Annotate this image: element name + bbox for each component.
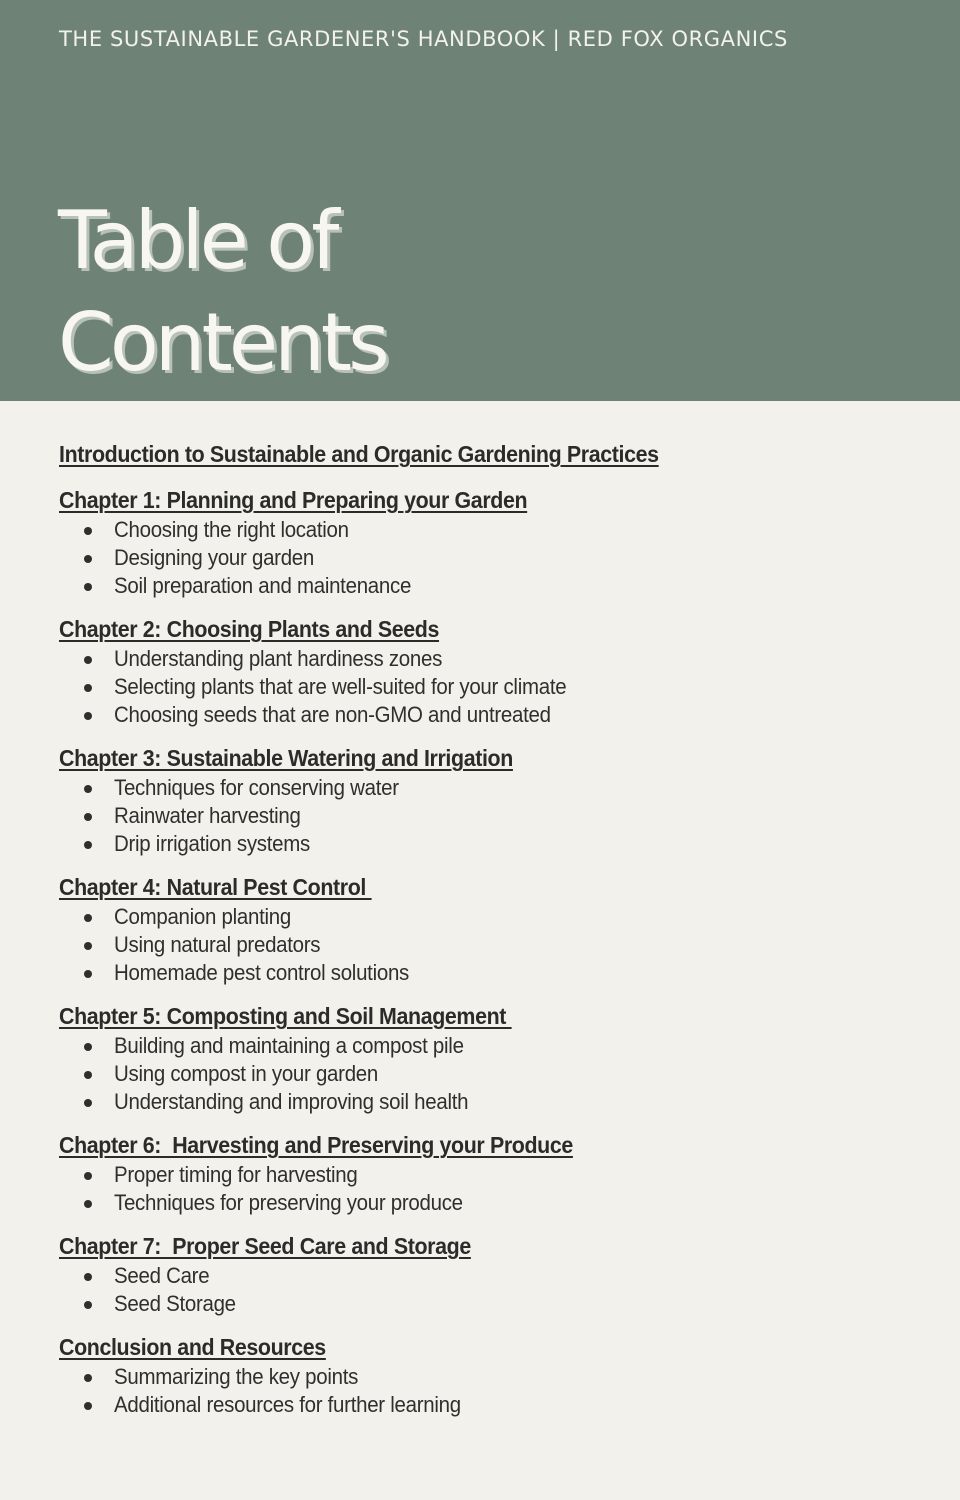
- toc-item-list: [59, 903, 919, 987]
- toc-list-item: [59, 774, 919, 802]
- toc-list-item: [59, 516, 919, 544]
- toc-section: [59, 1129, 919, 1217]
- toc-section: [59, 742, 919, 858]
- toc-section: [59, 871, 919, 987]
- page-title-line-2: Contents: [58, 296, 386, 389]
- toc-item-list: [59, 516, 919, 600]
- toc-list-item: [59, 1290, 919, 1318]
- toc-list-item-text: Using compost in your garden: [114, 1061, 379, 1086]
- toc-intro-heading[interactable]: Introduction to Sustainable and Organic Gardening Practices: [59, 441, 659, 467]
- header-banner: [0, 0, 960, 401]
- bullet-icon: [84, 813, 92, 821]
- bullet-icon: [84, 583, 92, 591]
- toc-list-item: [59, 1363, 919, 1391]
- toc-list-item: [59, 959, 919, 987]
- toc-list-item: [59, 830, 919, 858]
- toc-chapter-heading[interactable]: Chapter 5: Composting and Soil Management: [59, 1003, 512, 1029]
- toc-chapter-heading[interactable]: Chapter 3: Sustainable Watering and Irrigation: [59, 745, 513, 771]
- toc-list-item: [59, 1032, 919, 1060]
- toc-chapter-heading[interactable]: Chapter 7: Proper Seed Care and Storage: [59, 1233, 471, 1259]
- toc-list-item: [59, 1161, 919, 1189]
- toc-list-item: [59, 673, 919, 701]
- bullet-icon: [84, 656, 92, 664]
- toc-list-item: [59, 1088, 919, 1116]
- toc-list-item-text: Understanding and improving soil health: [114, 1089, 469, 1114]
- page-title: [58, 190, 386, 394]
- toc-list-item-text: Additional resources for further learning: [114, 1392, 461, 1417]
- toc-item-list: [59, 1032, 919, 1116]
- toc-list-item-text: Techniques for conserving water: [114, 775, 399, 800]
- toc-item-list: [59, 645, 919, 729]
- toc-item-list: [59, 1262, 919, 1318]
- bullet-icon: [84, 684, 92, 692]
- toc-section: [59, 1331, 919, 1419]
- toc-list-item: [59, 802, 919, 830]
- toc-list-item-text: Designing your garden: [114, 545, 315, 570]
- bullet-icon: [84, 970, 92, 978]
- toc-list-item-text: Homemade pest control solutions: [114, 960, 409, 985]
- toc-chapter-heading[interactable]: Chapter 1: Planning and Preparing your Garden: [59, 487, 528, 513]
- toc-list-item-text: Understanding plant hardiness zones: [114, 646, 443, 671]
- toc-list-item-text: Techniques for preserving your produce: [114, 1190, 463, 1215]
- toc-chapter-heading[interactable]: Conclusion and Resources: [59, 1334, 326, 1360]
- toc-list-item-text: Seed Care: [114, 1263, 210, 1288]
- toc-chapter-heading[interactable]: Chapter 6: Harvesting and Preserving your Produce: [59, 1132, 573, 1158]
- bullet-icon: [84, 1301, 92, 1309]
- toc-list-item-text: Building and maintaining a compost pile: [114, 1033, 464, 1058]
- bullet-icon: [84, 712, 92, 720]
- toc-item-list: [59, 1161, 919, 1217]
- toc-list-item: [59, 1262, 919, 1290]
- toc-list-item: [59, 572, 919, 600]
- bullet-icon: [84, 1200, 92, 1208]
- toc-list-item: [59, 701, 919, 729]
- bullet-icon: [84, 1374, 92, 1382]
- toc-list-item-text: Companion planting: [114, 904, 291, 929]
- toc-list-item-text: Soil preparation and maintenance: [114, 573, 412, 598]
- toc-list-item-text: Choosing seeds that are non-GMO and untreated: [114, 702, 551, 727]
- toc-list-item-text: Seed Storage: [114, 1291, 236, 1316]
- bullet-icon: [84, 841, 92, 849]
- bullet-icon: [84, 1172, 92, 1180]
- bullet-icon: [84, 555, 92, 563]
- bullet-icon: [84, 1273, 92, 1281]
- bullet-icon: [84, 527, 92, 535]
- toc-chapter-heading[interactable]: Chapter 2: Choosing Plants and Seeds: [59, 616, 440, 642]
- toc-list-item-text: Proper timing for harvesting: [114, 1162, 358, 1187]
- bullet-icon: [84, 1402, 92, 1410]
- toc-sections: [59, 484, 919, 1419]
- bullet-icon: [84, 785, 92, 793]
- toc-section: [59, 613, 919, 729]
- toc-section-intro: [59, 438, 919, 470]
- toc-list-item-text: Selecting plants that are well-suited for your climate: [114, 674, 567, 699]
- bullet-icon: [84, 1071, 92, 1079]
- toc-section: [59, 1000, 919, 1116]
- bullet-icon: [84, 942, 92, 950]
- toc-section: [59, 484, 919, 600]
- toc-item-list: [59, 774, 919, 858]
- bullet-icon: [84, 1043, 92, 1051]
- toc-item-list: [59, 1363, 919, 1419]
- toc-list-item-text: Drip irrigation systems: [114, 831, 310, 856]
- toc-list-item-text: Summarizing the key points: [114, 1364, 359, 1389]
- toc-list-item: [59, 1060, 919, 1088]
- toc-list-item: [59, 1189, 919, 1217]
- toc-list-item-text: Using natural predators: [114, 932, 321, 957]
- toc-list-item: [59, 903, 919, 931]
- bullet-icon: [84, 914, 92, 922]
- toc-list-item-text: Rainwater harvesting: [114, 803, 301, 828]
- running-head: THE SUSTAINABLE GARDENER'S HANDBOOK | RED FOX ORGANICS: [59, 27, 788, 51]
- toc-chapter-heading[interactable]: Chapter 4: Natural Pest Control: [59, 874, 372, 900]
- toc-list-item: [59, 931, 919, 959]
- toc-list-item-text: Choosing the right location: [114, 517, 349, 542]
- table-of-contents: [59, 438, 919, 1432]
- toc-list-item: [59, 544, 919, 572]
- toc-list-item: [59, 645, 919, 673]
- page-title-line-1: Table of: [58, 194, 336, 287]
- toc-section: [59, 1230, 919, 1318]
- toc-list-item: [59, 1391, 919, 1419]
- bullet-icon: [84, 1099, 92, 1107]
